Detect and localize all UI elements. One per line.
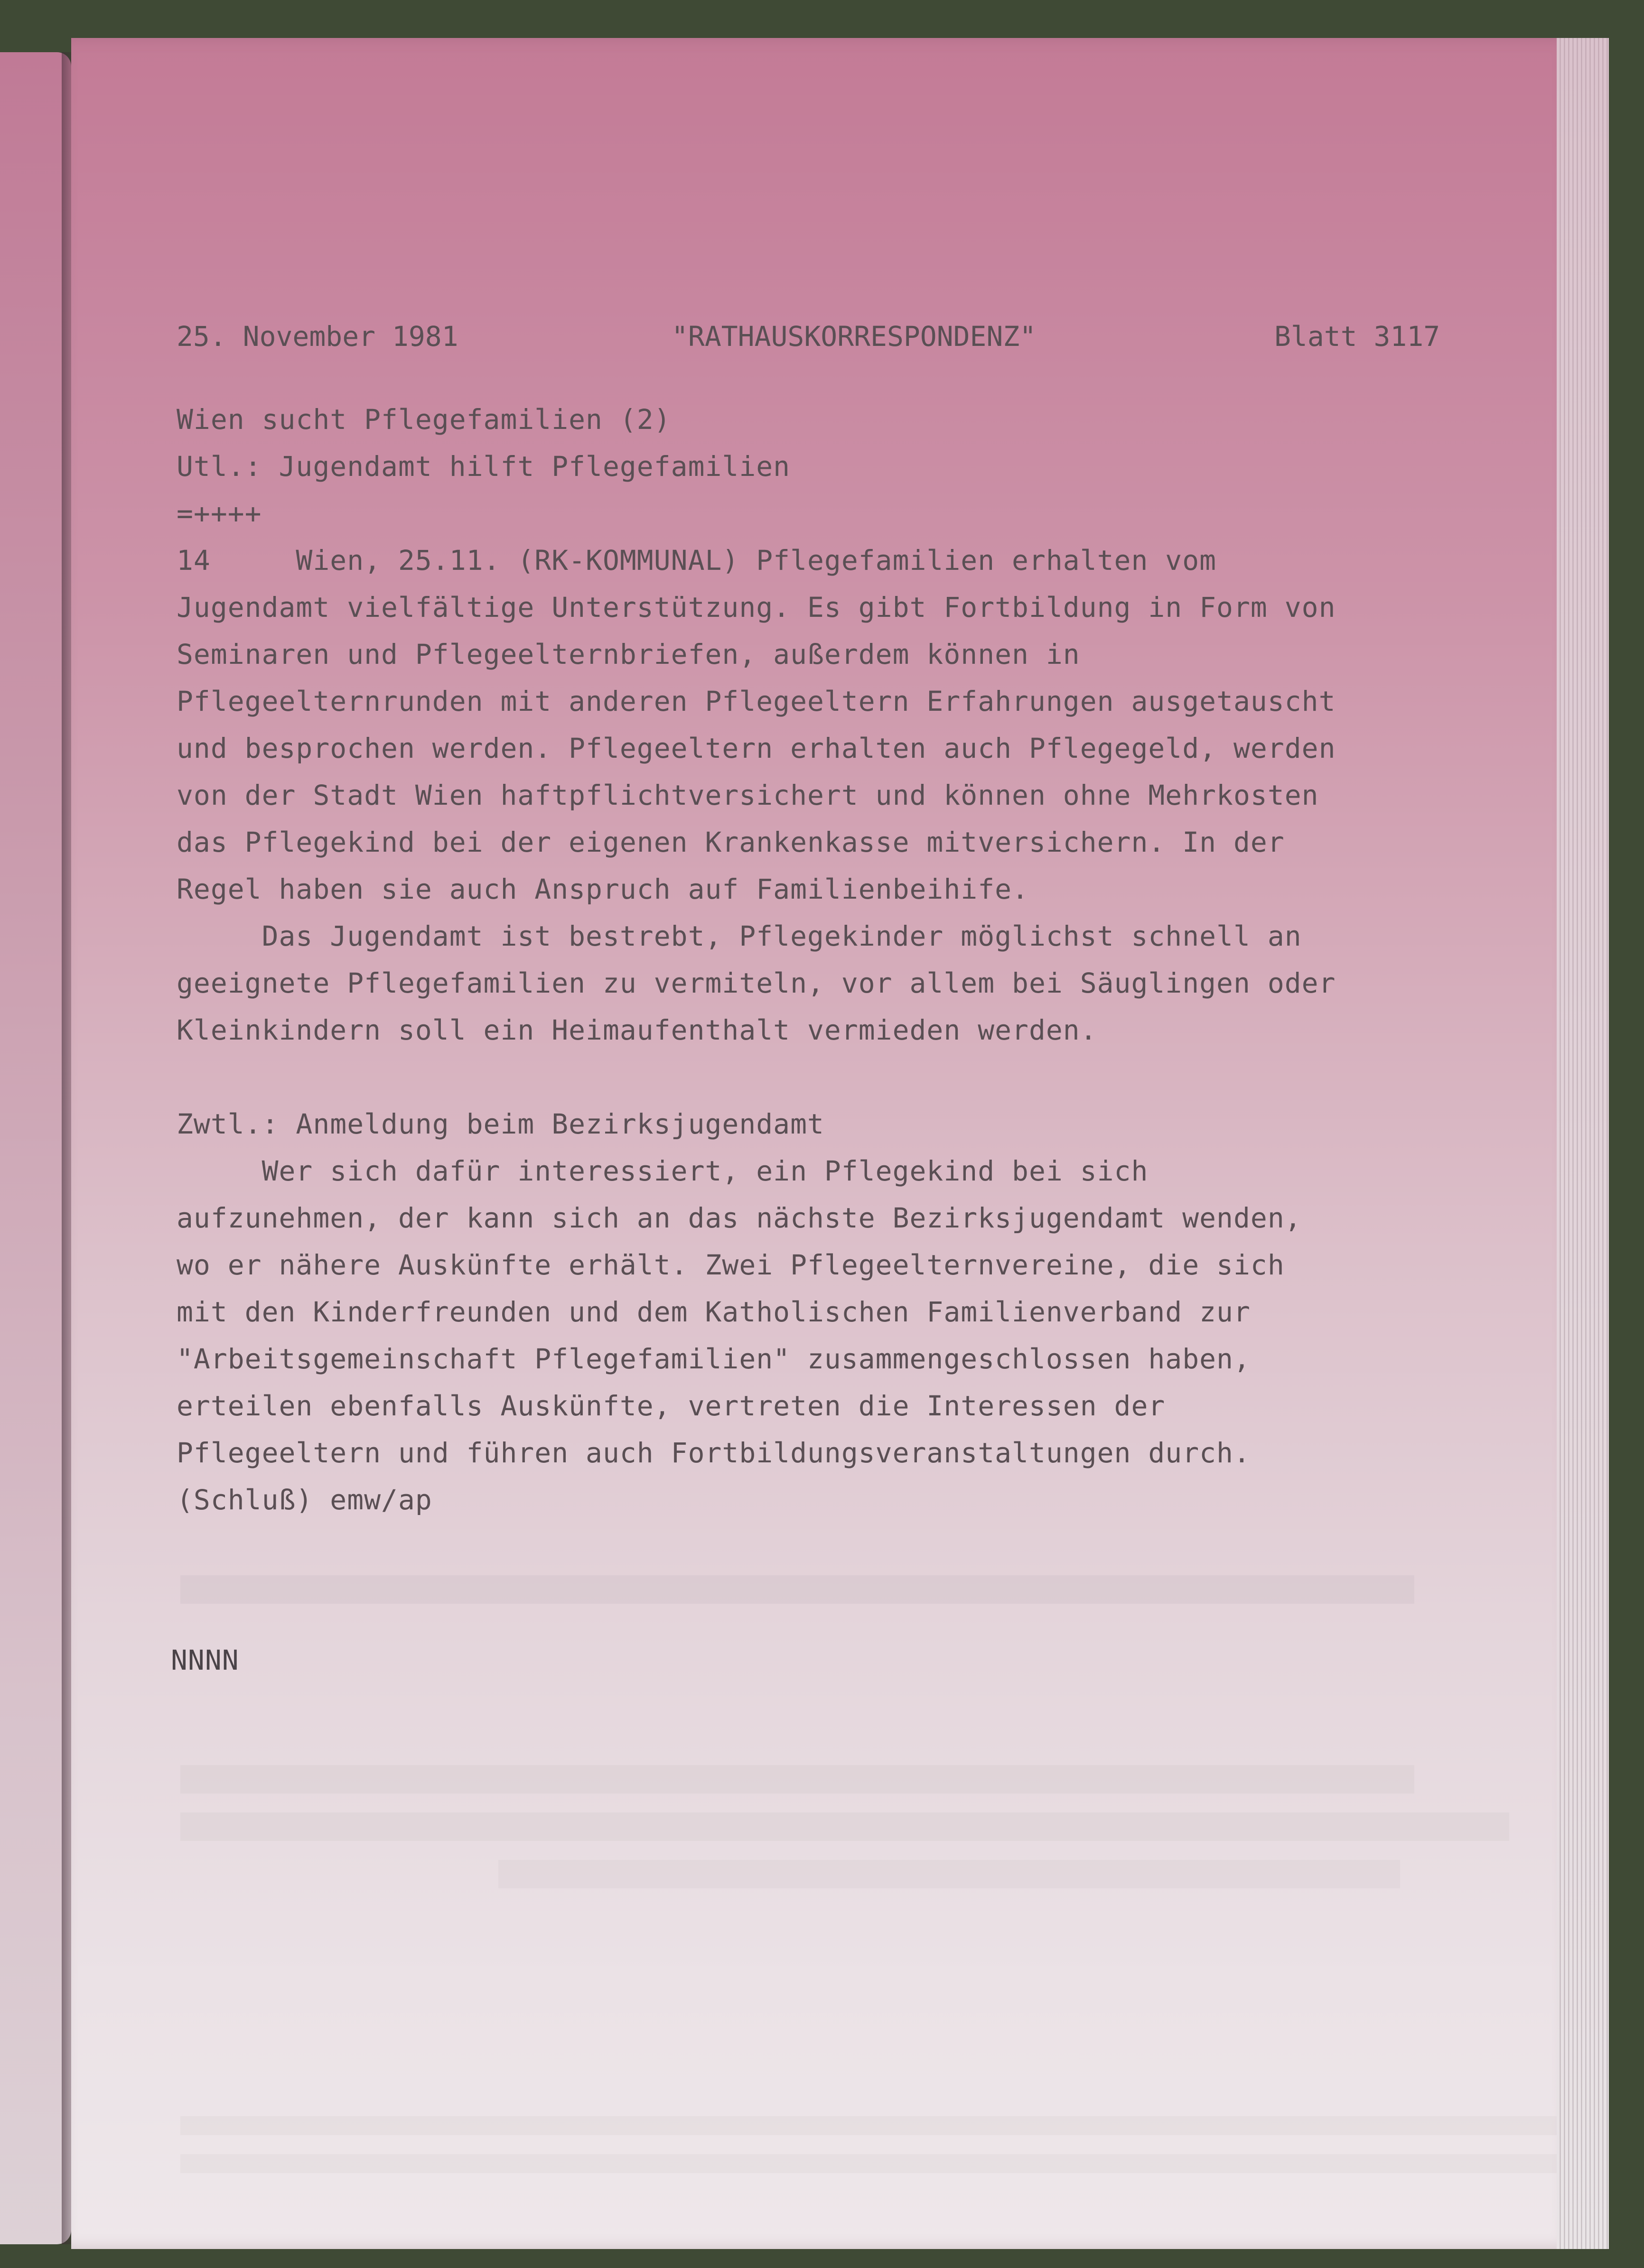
body-line: das Pflegekind bei der eigenen Krankenkasse mitversichern. In der: [177, 826, 1285, 858]
body-line: wo er nähere Auskünfte erhält. Zwei Pflegeelternvereine, die sich: [177, 1249, 1285, 1281]
body-line: Seminaren und Pflegeelternbriefen, außerdem können in: [177, 638, 1080, 670]
body-line: Das Jugendamt ist bestrebt, Pflegekinder möglichst schnell an: [177, 920, 1302, 952]
show-through-mark: [180, 1765, 1414, 1794]
show-through-mark: [180, 1813, 1509, 1841]
body-line: Regel haben sie auch Anspruch auf Familienbeihife.: [177, 873, 1029, 905]
article-title: Wien sucht Pflegefamilien (2): [177, 403, 671, 436]
body-line: aufzunehmen, der kann sich an das nächste Bezirksjugendamt wenden,: [177, 1202, 1302, 1234]
body-line: Wer sich dafür interessiert, ein Pflegekind bei sich: [177, 1155, 1149, 1187]
body-line: Pflegeelternrunden mit anderen Pflegeeltern Erfahrungen ausgetauscht: [177, 685, 1336, 717]
body-line: geeignete Pflegefamilien zu vermiteln, vor allem bei Säuglingen oder: [177, 967, 1336, 999]
body-paragraph-1: [177, 537, 1336, 1054]
document-page: [71, 38, 1576, 2249]
show-through-mark: [180, 2116, 1557, 2135]
show-through-mark: [180, 1575, 1414, 1604]
header-sheet-number: Blatt 3117: [1274, 320, 1440, 353]
header-publication: "RATHAUSKORRESPONDENZ": [672, 320, 1037, 353]
separator-line: =++++: [177, 497, 262, 530]
left-page-edge: [0, 52, 71, 2244]
body-line: Jugendamt vielfältige Unterstützung. Es gibt Fortbildung in Form von: [177, 591, 1336, 623]
article-subtitle: Utl.: Jugendamt hilft Pflegefamilien: [177, 450, 791, 483]
intermediate-heading: Zwtl.: Anmeldung beim Bezirksjugendamt: [177, 1108, 824, 1140]
body-line: mit den Kinderfreunden und dem Katholischen Familienverband zur: [177, 1296, 1251, 1328]
body-line: erteilen ebenfalls Auskünfte, vertreten die Interessen der: [177, 1390, 1166, 1422]
show-through-mark: [180, 2154, 1557, 2173]
body-line: (Schluß) emw/ap: [177, 1484, 432, 1516]
body-line: 14 Wien, 25.11. (RK-KOMMUNAL) Pflegefamilien erhalten vom: [177, 544, 1217, 576]
body-line: "Arbeitsgemeinschaft Pflegefamilien" zusammengeschlossen haben,: [177, 1343, 1251, 1375]
stacked-page-edges: [1557, 38, 1609, 2249]
body-line: Kleinkindern soll ein Heimaufenthalt vermieden werden.: [177, 1014, 1097, 1046]
body-line: Pflegeeltern und führen auch Fortbildungsveranstaltungen durch.: [177, 1437, 1251, 1469]
show-through-mark: [498, 1860, 1400, 1888]
body-line: und besprochen werden. Pflegeeltern erhalten auch Pflegegeld, werden: [177, 732, 1336, 764]
body-line: von der Stadt Wien haftpflichtversichert und können ohne Mehrkosten: [177, 779, 1319, 811]
header-date: 25. November 1981: [177, 320, 458, 353]
end-mark: NNNN: [171, 1644, 239, 1676]
body-paragraph-2: [177, 1148, 1302, 1524]
